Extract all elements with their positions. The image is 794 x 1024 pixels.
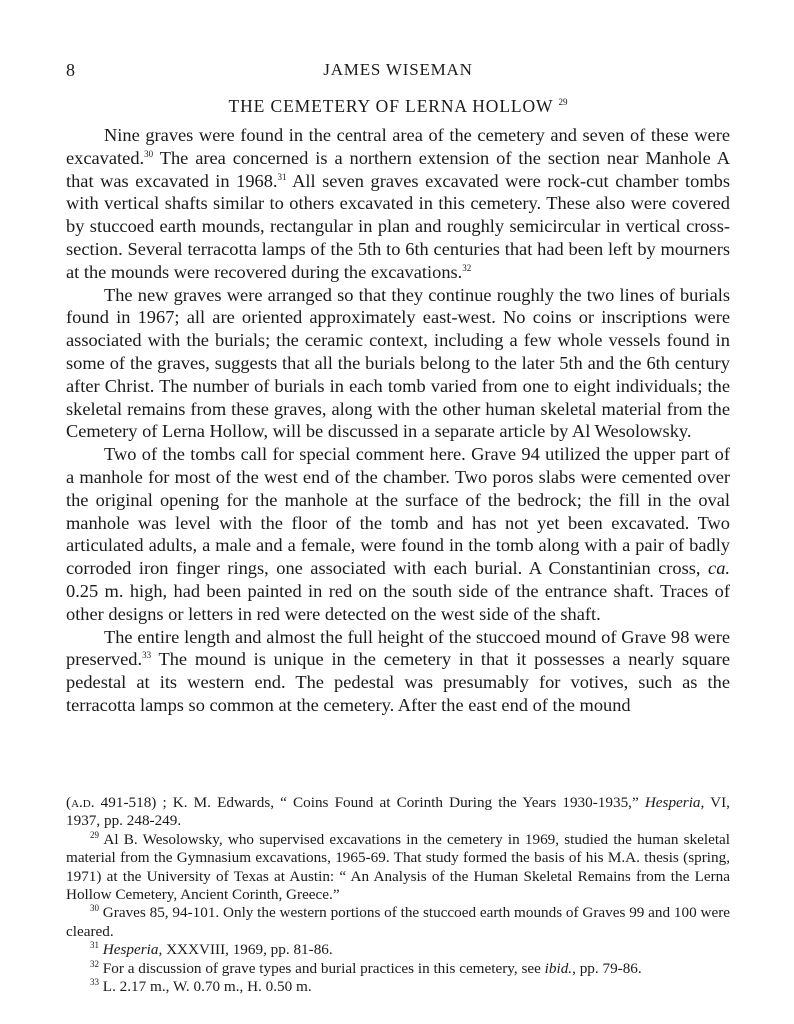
footnote-cont-journal: Hesperia, xyxy=(644,794,705,811)
footnote-continuation: (a.d. 491-518) ; K. M. Edwards, “ Coins Found at Corinth During the Years 1930-1935,” Hesperia, VI, 1937, pp. 248-249. xyxy=(66,794,730,830)
paragraph-4-text-b: The mound is unique in the cemetery in that it possesses a nearly square pedestal at its western end. The pedestal was presumably for votives, such as the terracotta lamps so common at the cemetery. After the east end of the mound xyxy=(66,649,730,715)
footnote-29-text: Al B. Wesolowsky, who supervised excavations in the cemetery in 1969, studied the human skeletal material from the Gymnasium excavations, 1965-69. That study formed the basis of his M.A. thesis (spring, 1971) at the University of Texas at Austin: “ An Analysis of the Human Skeletal Remains from the Lerna Hollow Cemetery, Ancient Corinth, Greece.” xyxy=(66,830,730,904)
footnote-30 xyxy=(66,904,730,941)
footnote-cont-text-b: VI, 1937, pp. 248-249. xyxy=(66,794,730,830)
footnote-ref-30: 30 xyxy=(144,148,154,159)
footnote-ref-29: 29 xyxy=(558,97,568,108)
paragraph-3-text-b: 0.25 m. high, had been painted in red on the south side of the entrance shaft. Traces of other designs or letters in red were detected on the west side of the shaft. xyxy=(66,580,730,624)
paragraph-2: The new graves were arranged so that they continue roughly the two lines of burials found in 1967; all are oriented approximately east-west. No coins or inscriptions were associated with the burials; the ceramic context, including a few whole vessels found in some of the graves, suggests that all the burials belong to the later 5th and the 6th century after Christ. The number of burials in each tomb varied from one to eight individuals; the skeletal remains from these graves, along with the other human skeletal material from the Cemetery of Lerna Hollow, will be discussed in a separate article by Al Wesolowsky. xyxy=(66,284,730,442)
footnote-cont-ad: a.d. xyxy=(71,794,95,811)
paragraph-3-italic-ca: ca. xyxy=(708,558,730,579)
paragraph-3-text-a: Two of the tombs call for special comment here. Grave 94 utilized the upper part of a manhole for most of the west end of the chamber. Two poros slabs were cemented over the original opening for the manhole at the surface of the bedrock; the fill in the oval manhole was level with the floor of the tomb and has not yet been excavated. Two articulated adults, a male and a female, were found in the tomb along with a pair of badly corroded iron finger rings, one associated with each burial. A Constantinian cross, xyxy=(66,444,730,579)
running-head: JAMES WISEMAN xyxy=(323,60,473,79)
footnote-32-ibid: ibid. xyxy=(544,959,573,977)
footnote-31-journal: Hesperia, xyxy=(102,941,163,959)
paragraph-1-text-a: Nine graves were found in the central area of the cemetery and seven of these were excavated. xyxy=(66,125,730,168)
footnote-32 xyxy=(66,960,730,978)
page-number: 8 xyxy=(66,60,75,80)
footnote-31-number: 31 xyxy=(90,940,99,951)
footnote-31-text: XXXVIII, 1969, pp. 81-86. xyxy=(162,941,333,959)
footnote-32-text-a: For a discussion of grave types and burial practices in this cemetery, see xyxy=(99,959,545,977)
footnote-32-number: 32 xyxy=(90,958,99,969)
paragraph-1 xyxy=(66,124,730,284)
footnote-ref-32: 32 xyxy=(462,262,472,273)
page-header xyxy=(66,60,730,84)
footnote-33-number: 33 xyxy=(90,977,99,987)
section-title-text: THE CEMETERY OF LERNA HOLLOW xyxy=(228,96,554,116)
footnote-30-number: 30 xyxy=(90,903,99,914)
paragraph-3 xyxy=(66,443,730,625)
footnote-29-number: 29 xyxy=(90,829,99,840)
section-title xyxy=(66,96,730,117)
paragraph-1-text-b: The area concerned is a northern extension of the section near Manhole A that was excavated in 1968. xyxy=(66,147,730,191)
footnote-29 xyxy=(66,831,730,905)
body-text xyxy=(66,124,730,717)
footnote-33-text: L. 2.17 m., W. 0.70 m., H. 0.50 m. xyxy=(99,978,312,996)
footnote-30-text: Graves 85, 94-101. Only the western portions of the stuccoed earth mounds of Graves 99 and 100 were cleared. xyxy=(66,904,730,940)
footnotes xyxy=(66,794,730,996)
paragraph-4-text-a: The entire length and almost the full height of the stuccoed mound of Grave 98 were preserved. xyxy=(66,626,730,670)
footnote-ref-31: 31 xyxy=(277,171,287,182)
footnote-31 xyxy=(66,941,730,959)
footnote-32-text-b: , pp. 79-86. xyxy=(572,959,642,977)
footnote-ref-33: 33 xyxy=(142,650,152,661)
footnote-33 xyxy=(66,978,730,996)
paragraph-1-text-c: All seven graves excavated were rock-cut chamber tombs with vertical shafts similar to others excavated in this cemetery. These also were covered by stuccoed earth mounds, rectangular in plan and roughly semicircular in vertical cross-section. Several terracotta lamps of the 5th to 6th centuries that had been left by mourners at the mounds were recovered during the excavations. xyxy=(66,170,731,282)
paragraph-4 xyxy=(66,626,730,717)
footnote-cont-text-a: 491-518) ; K. M. Edwards, “ Coins Found at Corinth During the Years 1930-1935,” xyxy=(94,794,645,811)
